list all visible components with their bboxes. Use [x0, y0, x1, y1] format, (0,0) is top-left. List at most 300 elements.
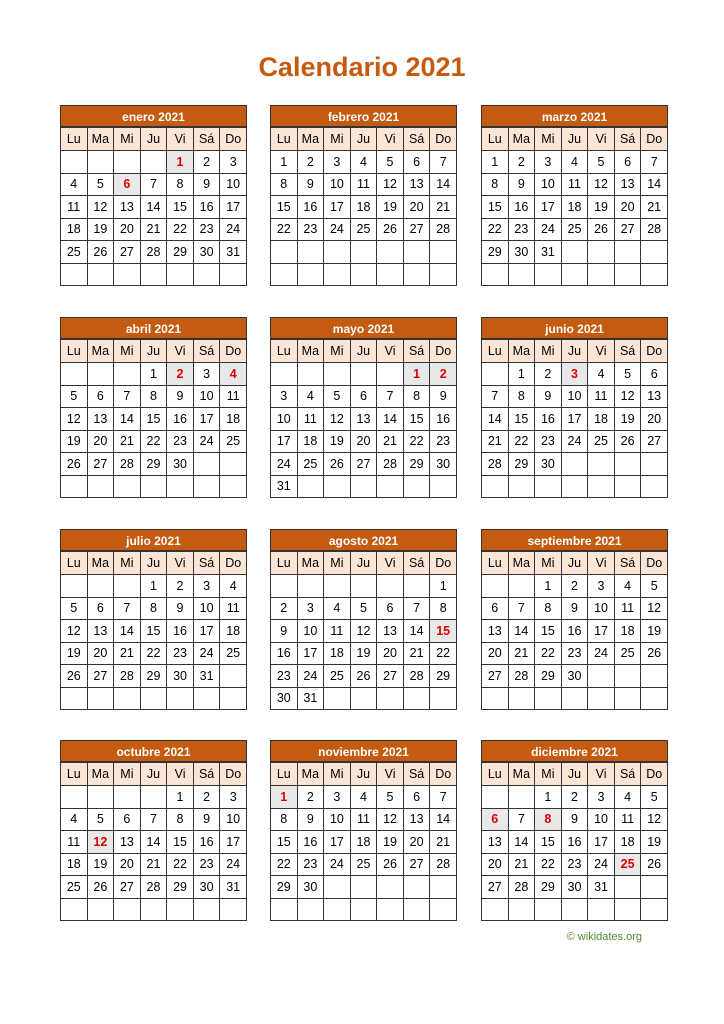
empty-day-cell [87, 151, 114, 174]
day-cell: 6 [377, 597, 404, 620]
weekday-label: Lu [61, 763, 88, 786]
week-row [61, 173, 247, 196]
day-cell: 23 [271, 665, 298, 688]
empty-day-cell [220, 898, 247, 921]
day-cell: 7 [430, 786, 457, 809]
day-cell: 1 [535, 575, 562, 598]
empty-day-cell [377, 876, 404, 899]
weekday-label: Ma [297, 128, 324, 151]
empty-day-cell [220, 263, 247, 286]
day-cell: 27 [482, 876, 509, 899]
weekday-label: Ju [350, 552, 377, 575]
empty-day-cell [140, 475, 167, 498]
empty-day-cell [377, 263, 404, 286]
week-row [61, 597, 247, 620]
day-cell: 24 [324, 853, 351, 876]
weekday-header-row [482, 128, 668, 151]
empty-day-cell [193, 687, 220, 710]
weekday-label: Lu [482, 763, 509, 786]
day-cell: 28 [114, 453, 141, 476]
day-cell: 9 [297, 808, 324, 831]
week-row [482, 597, 668, 620]
empty-day-cell [297, 898, 324, 921]
day-cell: 16 [561, 831, 588, 854]
day-cell: 28 [114, 665, 141, 688]
day-cell: 1 [508, 363, 535, 386]
day-cell: 19 [87, 218, 114, 241]
empty-day-cell [193, 475, 220, 498]
day-cell: 22 [271, 218, 298, 241]
day-cell: 9 [167, 597, 194, 620]
weekday-label: Mi [114, 128, 141, 151]
empty-day-cell [508, 786, 535, 809]
day-cell: 24 [588, 642, 615, 665]
holiday-day-cell: 3 [561, 363, 588, 386]
weekday-label: Ju [140, 128, 167, 151]
empty-day-cell [561, 687, 588, 710]
day-cell: 1 [140, 363, 167, 386]
weekday-label: Mi [324, 763, 351, 786]
day-cell: 17 [220, 831, 247, 854]
day-cell: 28 [508, 876, 535, 899]
day-cell: 31 [271, 475, 298, 498]
empty-day-cell [87, 575, 114, 598]
day-cell: 1 [271, 151, 298, 174]
day-cell: 13 [403, 808, 430, 831]
weekday-label: Ju [561, 128, 588, 151]
week-row [61, 408, 247, 431]
day-cell: 14 [377, 408, 404, 431]
weekday-label: Vi [588, 340, 615, 363]
day-cell: 17 [220, 196, 247, 219]
day-cell: 1 [430, 575, 457, 598]
week-row [271, 241, 457, 264]
empty-day-cell [324, 575, 351, 598]
day-cell: 30 [167, 453, 194, 476]
empty-day-cell [350, 575, 377, 598]
month-calendar [481, 740, 668, 921]
week-row [482, 453, 668, 476]
weekday-label: Sá [403, 340, 430, 363]
day-cell: 26 [377, 853, 404, 876]
footer-credit: © wikidates.org [566, 931, 642, 943]
empty-day-cell [482, 575, 509, 598]
weekday-label: Lu [61, 340, 88, 363]
empty-day-cell [403, 575, 430, 598]
day-cell: 10 [193, 385, 220, 408]
empty-day-cell [114, 263, 141, 286]
day-cell: 12 [641, 808, 668, 831]
day-cell: 28 [140, 241, 167, 264]
day-cell: 24 [220, 218, 247, 241]
empty-day-cell [641, 898, 668, 921]
day-cell: 29 [482, 241, 509, 264]
day-cell: 21 [508, 642, 535, 665]
day-cell: 19 [87, 853, 114, 876]
day-cell: 20 [641, 408, 668, 431]
empty-day-cell [588, 453, 615, 476]
day-cell: 15 [167, 831, 194, 854]
day-cell: 15 [482, 196, 509, 219]
empty-day-cell [114, 363, 141, 386]
week-row [61, 687, 247, 710]
weekday-label: Do [220, 128, 247, 151]
weekday-label: Vi [377, 128, 404, 151]
day-cell: 9 [271, 620, 298, 643]
week-row [61, 453, 247, 476]
weekday-label: Vi [167, 340, 194, 363]
weekday-label: Ju [140, 763, 167, 786]
day-cell: 15 [140, 620, 167, 643]
month-title: marzo 2021 [481, 105, 668, 127]
empty-day-cell [167, 687, 194, 710]
day-cell: 7 [140, 173, 167, 196]
holiday-day-cell: 1 [271, 786, 298, 809]
day-cell: 24 [193, 430, 220, 453]
week-row [482, 408, 668, 431]
day-cell: 9 [508, 173, 535, 196]
empty-day-cell [377, 898, 404, 921]
day-cell: 9 [193, 173, 220, 196]
holiday-day-cell: 6 [114, 173, 141, 196]
weekday-label: Mi [114, 340, 141, 363]
day-cell: 7 [508, 597, 535, 620]
day-cell: 20 [614, 196, 641, 219]
day-cell: 18 [561, 196, 588, 219]
day-cell: 19 [641, 831, 668, 854]
week-row [482, 642, 668, 665]
weekday-label: Ma [508, 340, 535, 363]
weekday-label: Sá [193, 763, 220, 786]
month-day-grid [270, 339, 457, 498]
empty-day-cell [641, 263, 668, 286]
week-row [482, 475, 668, 498]
empty-day-cell [482, 687, 509, 710]
day-cell: 3 [324, 151, 351, 174]
day-cell: 5 [641, 786, 668, 809]
month-title: mayo 2021 [270, 317, 457, 339]
month-calendar [481, 529, 668, 710]
month-day-grid [60, 339, 247, 498]
empty-day-cell [87, 687, 114, 710]
week-row [482, 430, 668, 453]
empty-day-cell [377, 575, 404, 598]
week-row [271, 620, 457, 643]
day-cell: 26 [588, 218, 615, 241]
day-cell: 27 [641, 430, 668, 453]
day-cell: 12 [377, 173, 404, 196]
day-cell: 25 [61, 241, 88, 264]
empty-day-cell [535, 687, 562, 710]
day-cell: 22 [535, 642, 562, 665]
weekday-label: Mi [324, 340, 351, 363]
day-cell: 29 [271, 876, 298, 899]
empty-day-cell [350, 263, 377, 286]
day-cell: 6 [403, 786, 430, 809]
holiday-day-cell: 4 [220, 363, 247, 386]
day-cell: 22 [535, 853, 562, 876]
week-row [61, 430, 247, 453]
weekday-label: Sá [193, 128, 220, 151]
month-day-grid [60, 762, 247, 921]
day-cell: 4 [61, 808, 88, 831]
weekday-label: Sá [403, 552, 430, 575]
empty-day-cell [220, 687, 247, 710]
day-cell: 5 [350, 597, 377, 620]
day-cell: 5 [87, 173, 114, 196]
empty-day-cell [87, 263, 114, 286]
week-row [482, 831, 668, 854]
weekday-header-row [61, 763, 247, 786]
holiday-day-cell: 1 [403, 363, 430, 386]
weekday-label: Lu [271, 340, 298, 363]
weekday-label: Do [641, 763, 668, 786]
weekday-label: Sá [403, 763, 430, 786]
month-calendar [481, 317, 668, 498]
day-cell: 15 [508, 408, 535, 431]
empty-day-cell [535, 263, 562, 286]
holiday-day-cell: 25 [614, 853, 641, 876]
week-row [271, 898, 457, 921]
day-cell: 5 [641, 575, 668, 598]
month-calendar [270, 529, 457, 710]
day-cell: 17 [561, 408, 588, 431]
empty-day-cell [561, 241, 588, 264]
day-cell: 13 [114, 831, 141, 854]
day-cell: 30 [561, 876, 588, 899]
day-cell: 25 [350, 218, 377, 241]
day-cell: 31 [193, 665, 220, 688]
weekday-label: Ju [350, 763, 377, 786]
week-row [61, 385, 247, 408]
weekday-label: Ju [350, 128, 377, 151]
day-cell: 30 [193, 876, 220, 899]
day-cell: 21 [430, 831, 457, 854]
empty-day-cell [324, 876, 351, 899]
day-cell: 16 [297, 196, 324, 219]
day-cell: 9 [430, 385, 457, 408]
day-cell: 29 [167, 876, 194, 899]
day-cell: 21 [403, 642, 430, 665]
day-cell: 28 [377, 453, 404, 476]
day-cell: 15 [403, 408, 430, 431]
day-cell: 8 [140, 597, 167, 620]
weekday-header-row [271, 340, 457, 363]
day-cell: 5 [377, 151, 404, 174]
empty-day-cell [561, 475, 588, 498]
empty-day-cell [114, 475, 141, 498]
empty-day-cell [614, 475, 641, 498]
day-cell: 18 [220, 408, 247, 431]
empty-day-cell [588, 241, 615, 264]
day-cell: 2 [297, 786, 324, 809]
day-cell: 13 [403, 173, 430, 196]
day-cell: 10 [220, 808, 247, 831]
day-cell: 2 [167, 575, 194, 598]
day-cell: 12 [614, 385, 641, 408]
day-cell: 10 [588, 597, 615, 620]
empty-day-cell [140, 898, 167, 921]
day-cell: 24 [193, 642, 220, 665]
empty-day-cell [114, 786, 141, 809]
day-cell: 16 [535, 408, 562, 431]
empty-day-cell [297, 363, 324, 386]
empty-day-cell [297, 241, 324, 264]
week-row [271, 173, 457, 196]
day-cell: 11 [220, 597, 247, 620]
day-cell: 17 [324, 831, 351, 854]
day-cell: 29 [535, 876, 562, 899]
week-row [271, 876, 457, 899]
day-cell: 12 [350, 620, 377, 643]
weekday-label: Vi [377, 552, 404, 575]
day-cell: 4 [588, 363, 615, 386]
week-row [271, 475, 457, 498]
weekday-label: Mi [535, 552, 562, 575]
weekday-label: Ma [508, 128, 535, 151]
day-cell: 2 [271, 597, 298, 620]
day-cell: 11 [350, 808, 377, 831]
weekday-label: Vi [167, 552, 194, 575]
empty-day-cell [430, 876, 457, 899]
empty-day-cell [114, 898, 141, 921]
day-cell: 23 [508, 218, 535, 241]
empty-day-cell [297, 575, 324, 598]
empty-day-cell [641, 453, 668, 476]
week-row [482, 853, 668, 876]
empty-day-cell [61, 898, 88, 921]
empty-day-cell [614, 263, 641, 286]
weekday-label: Ma [87, 128, 114, 151]
day-cell: 8 [482, 173, 509, 196]
day-cell: 1 [482, 151, 509, 174]
day-cell: 16 [167, 620, 194, 643]
week-row [61, 898, 247, 921]
day-cell: 20 [87, 642, 114, 665]
empty-day-cell [482, 363, 509, 386]
empty-day-cell [614, 241, 641, 264]
empty-day-cell [271, 241, 298, 264]
day-cell: 26 [324, 453, 351, 476]
day-cell: 10 [561, 385, 588, 408]
week-row [61, 196, 247, 219]
empty-day-cell [324, 263, 351, 286]
day-cell: 3 [535, 151, 562, 174]
day-cell: 20 [377, 642, 404, 665]
week-row [482, 241, 668, 264]
day-cell: 7 [140, 808, 167, 831]
weekday-label: Do [220, 552, 247, 575]
empty-day-cell [508, 263, 535, 286]
day-cell: 5 [588, 151, 615, 174]
day-cell: 8 [271, 173, 298, 196]
day-cell: 3 [193, 363, 220, 386]
day-cell: 27 [482, 665, 509, 688]
weekday-label: Ma [297, 763, 324, 786]
empty-day-cell [167, 263, 194, 286]
empty-day-cell [377, 687, 404, 710]
day-cell: 14 [508, 620, 535, 643]
day-cell: 6 [403, 151, 430, 174]
empty-day-cell [220, 453, 247, 476]
day-cell: 2 [561, 575, 588, 598]
empty-day-cell [350, 241, 377, 264]
day-cell: 9 [167, 385, 194, 408]
day-cell: 24 [588, 853, 615, 876]
month-calendar [60, 529, 247, 710]
day-cell: 10 [271, 408, 298, 431]
empty-day-cell [403, 263, 430, 286]
day-cell: 11 [350, 173, 377, 196]
empty-day-cell [403, 241, 430, 264]
day-cell: 10 [193, 597, 220, 620]
weekday-header-row [61, 340, 247, 363]
month-title: agosto 2021 [270, 529, 457, 551]
empty-day-cell [482, 898, 509, 921]
day-cell: 20 [114, 853, 141, 876]
empty-day-cell [61, 786, 88, 809]
day-cell: 22 [508, 430, 535, 453]
day-cell: 10 [535, 173, 562, 196]
empty-day-cell [271, 575, 298, 598]
day-cell: 7 [508, 808, 535, 831]
day-cell: 2 [535, 363, 562, 386]
day-cell: 16 [561, 620, 588, 643]
day-cell: 12 [641, 597, 668, 620]
day-cell: 15 [271, 831, 298, 854]
day-cell: 22 [482, 218, 509, 241]
day-cell: 3 [271, 385, 298, 408]
day-cell: 13 [482, 620, 509, 643]
day-cell: 12 [87, 196, 114, 219]
weekday-label: Mi [114, 763, 141, 786]
day-cell: 29 [508, 453, 535, 476]
day-cell: 21 [114, 430, 141, 453]
weekday-label: Sá [614, 763, 641, 786]
week-row [61, 642, 247, 665]
week-row [271, 430, 457, 453]
week-row [61, 218, 247, 241]
day-cell: 10 [297, 620, 324, 643]
day-cell: 31 [297, 687, 324, 710]
empty-day-cell [297, 263, 324, 286]
week-row [271, 808, 457, 831]
day-cell: 21 [140, 218, 167, 241]
weekday-header-row [482, 340, 668, 363]
week-row [271, 196, 457, 219]
day-cell: 17 [271, 430, 298, 453]
day-cell: 30 [508, 241, 535, 264]
day-cell: 29 [167, 241, 194, 264]
empty-day-cell [561, 453, 588, 476]
empty-day-cell [87, 786, 114, 809]
day-cell: 23 [167, 430, 194, 453]
day-cell: 22 [140, 430, 167, 453]
day-cell: 16 [167, 408, 194, 431]
empty-day-cell [350, 898, 377, 921]
week-row [482, 876, 668, 899]
weekday-header-row [482, 552, 668, 575]
empty-day-cell [350, 876, 377, 899]
day-cell: 3 [220, 786, 247, 809]
day-cell: 16 [430, 408, 457, 431]
weekday-header-row [482, 763, 668, 786]
day-cell: 10 [220, 173, 247, 196]
day-cell: 30 [167, 665, 194, 688]
day-cell: 31 [588, 876, 615, 899]
day-cell: 18 [61, 218, 88, 241]
week-row [61, 786, 247, 809]
